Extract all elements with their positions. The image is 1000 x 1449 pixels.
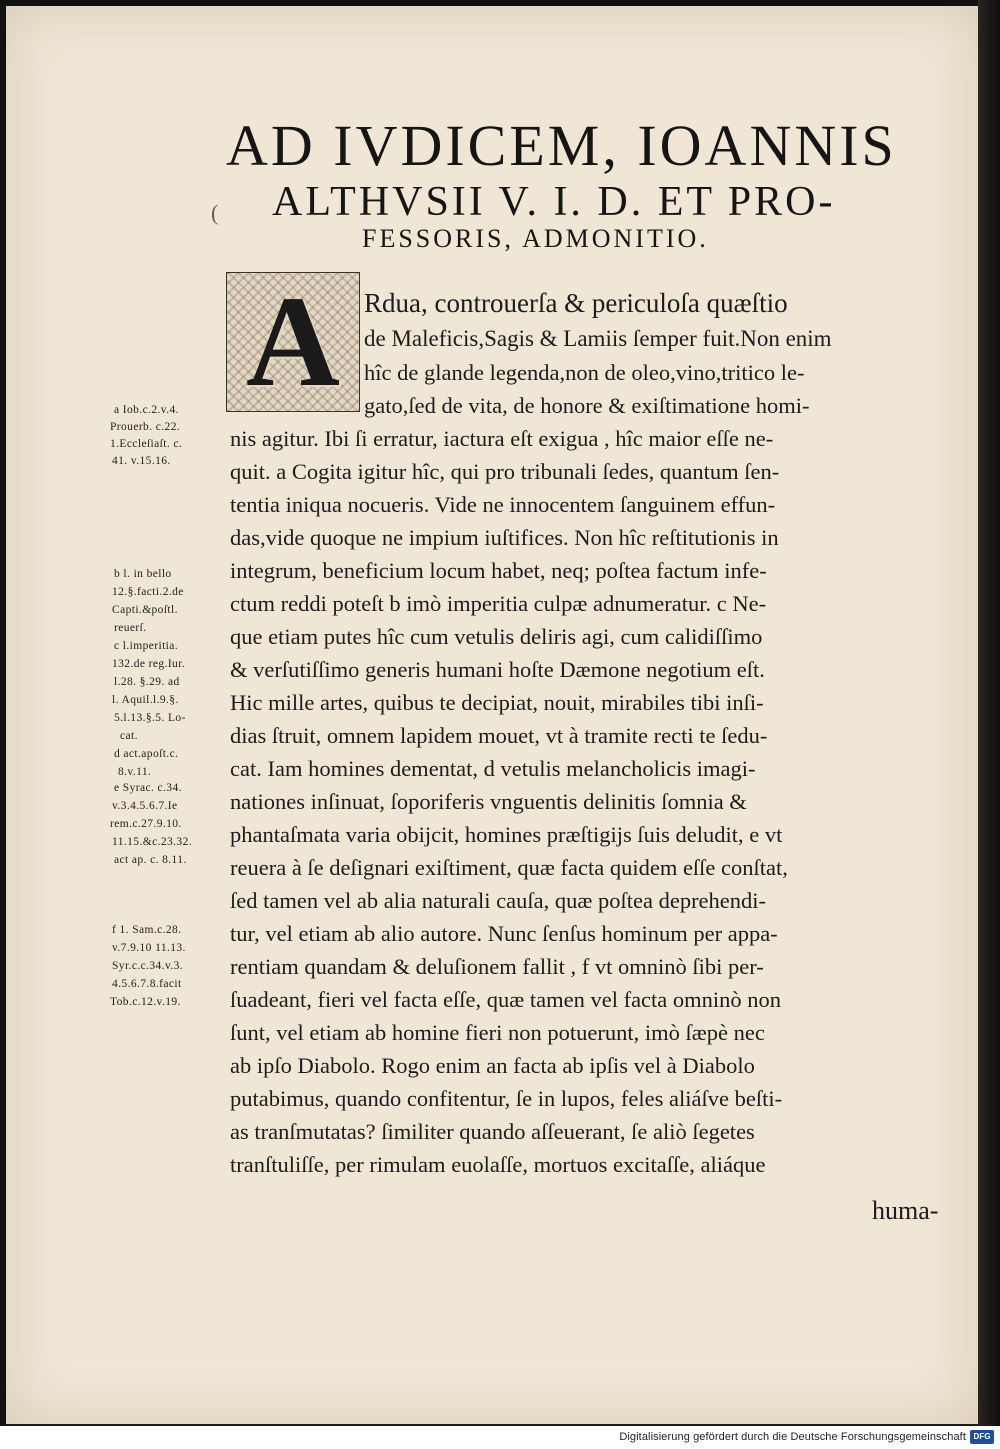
margin-note: b l. in bello <box>114 568 172 580</box>
catchword: huma- <box>872 1196 939 1225</box>
heading-line-1: AD IVDICEM, IOANNIS <box>226 113 897 178</box>
body-line: reuera à ſe deſignari exiſtiment, quæ facta quidem eſſe conſtat, <box>230 855 788 880</box>
margin-note: l. Aquil.l.9.§. <box>112 694 179 706</box>
margin-note: act ap. c. 8.11. <box>114 854 187 866</box>
body-line: ſed tamen vel ab alia naturali cauſa, quæ poſtea deprehendi- <box>230 888 767 913</box>
margin-note: Syr.c.c.34.v.3. <box>112 960 184 972</box>
body-line: ab ipſo Diabolo. Rogo enim an facta ab ipſis vel à Diabolo <box>230 1053 755 1078</box>
funding-notice: Digitalisierung gefördert durch die Deutsche Forschungsgemeinschaft <box>619 1431 966 1443</box>
margin-note: Tob.c.12.v.19. <box>110 996 181 1008</box>
margin-note: 11.15.&c.23.32. <box>112 836 192 848</box>
body-line: das,vide quoque ne impium iuſtifices. Non hîc reſtitutionis in <box>230 525 779 550</box>
margin-note: cat. <box>120 730 138 742</box>
body-line: integrum, beneficium locum habet, neq; poſtea factum infe- <box>230 558 767 583</box>
margin-note: a Iob.c.2.v.4. <box>114 404 179 416</box>
body-line: phantaſmata varia obijcit, homines præſtigijs ſuis deludit, e vt <box>230 822 783 847</box>
margin-note: 41. v.15.16. <box>112 455 171 467</box>
margin-note: e Syrac. c.34. <box>114 782 182 794</box>
body-line: hîc de glande legenda,non de oleo,vino,tritico le- <box>364 360 805 385</box>
body-line: Hic mille artes, quibus te decipiat, nouit, mirabiles tibi inſi- <box>230 690 764 715</box>
body-line: Rdua, controuerſa & periculoſa quæſtio <box>364 288 788 318</box>
body-line: putabimus, quando confitentur, ſe in lupos, feles aliáſve beſti- <box>230 1086 783 1111</box>
body-line: quit. a Cogita igitur hîc, qui pro tribunali ſedes, quantum ſen- <box>230 459 780 484</box>
body-line: dias ſtruit, omnem lapidem mouet, vt à tramite recti te ſedu- <box>230 723 768 748</box>
dfg-logo: DFG <box>970 1430 994 1444</box>
scan-right-edge <box>978 0 1000 1426</box>
margin-note: l.28. §.29. ad <box>114 676 180 688</box>
body-line: & verſutiſſimo generis humani hoſte Dæmone negotium eſt. <box>230 657 765 682</box>
body-line: ſuadeant, fieri vel facta eſſe, quæ tamen vel facta omninò non <box>230 987 782 1012</box>
margin-note: 132.de reg.Iur. <box>112 658 186 670</box>
margin-note: reuerſ. <box>114 622 147 634</box>
body-line: tur, vel etiam ab alio autore. Nunc ſenſus hominum per appa- <box>230 921 778 946</box>
margin-note: Prouerb. c.22. <box>110 421 181 433</box>
body-line: ctum reddi poteſt b imò imperitia culpæ adnumeratur. c Ne- <box>230 591 767 616</box>
stray-mark: ( <box>211 200 219 225</box>
body-line: gato,ſed de vita, de honore & exiſtimatione homi- <box>364 393 810 418</box>
margin-note: 5.l.13.§.5. Lo- <box>114 712 186 724</box>
body-line: nationes inſinuat, ſoporiferis vnguentis delinitis ſomnia & <box>230 789 747 814</box>
body-line: rentiam quandam & deluſionem fallit , f vt omninò ſibi per- <box>230 954 764 979</box>
body-line: nis agitur. Ibi ſi erratur, iactura eſt exigua , hîc maior eſſe ne- <box>230 426 774 451</box>
body-line: tentia iniqua nocueris. Vide ne innocentem ſanguinem effun- <box>230 492 776 517</box>
margin-note: 8.v.11. <box>118 766 152 778</box>
body-line: ſunt, vel etiam ab homine fieri non potuerunt, imò ſæpè nec <box>230 1020 765 1045</box>
body-line: cat. Iam homines dementat, d vetulis melancholicis imagi- <box>230 756 756 781</box>
margin-note: f 1. Sam.c.28. <box>112 924 182 936</box>
body-line: as tranſmutatas? ſimiliter quando aſſeuerant, ſe aliò ſegetes <box>230 1119 755 1144</box>
margin-note: rem.c.27.9.10. <box>110 818 182 830</box>
margin-note: 4.5.6.7.8.facit <box>112 978 182 990</box>
body-line: que etiam putes hîc cum vetulis deliris agi, cum calidiſſimo <box>230 624 763 649</box>
margin-note: 1.Eccleſiaſt. c. <box>110 438 183 450</box>
body-line: tranſtuliſſe, per rimulam euolaſſe, mortuos excitaſſe, aliáque <box>230 1152 766 1177</box>
margin-note: Capti.&poſtl. <box>112 604 178 616</box>
body-line: de Maleficis,Sagis & Lamiis ſemper fuit.Non enim <box>364 326 832 351</box>
decorated-initial <box>226 272 360 412</box>
margin-note: v.7.9.10 11.13. <box>112 942 186 954</box>
margin-note: v.3.4.5.6.7.Ie <box>112 800 178 812</box>
margin-note: 12.§.facti.2.de <box>112 586 184 598</box>
initial-letter: A <box>246 270 340 414</box>
heading-line-2: ALTHVSII V. I. D. ET PRO- <box>272 179 836 225</box>
margin-note: d act.apoſt.c. <box>114 748 179 760</box>
margin-note: c l.imperitia. <box>114 640 179 652</box>
heading-line-3: FESSORIS, ADMONITIO. <box>362 224 709 253</box>
